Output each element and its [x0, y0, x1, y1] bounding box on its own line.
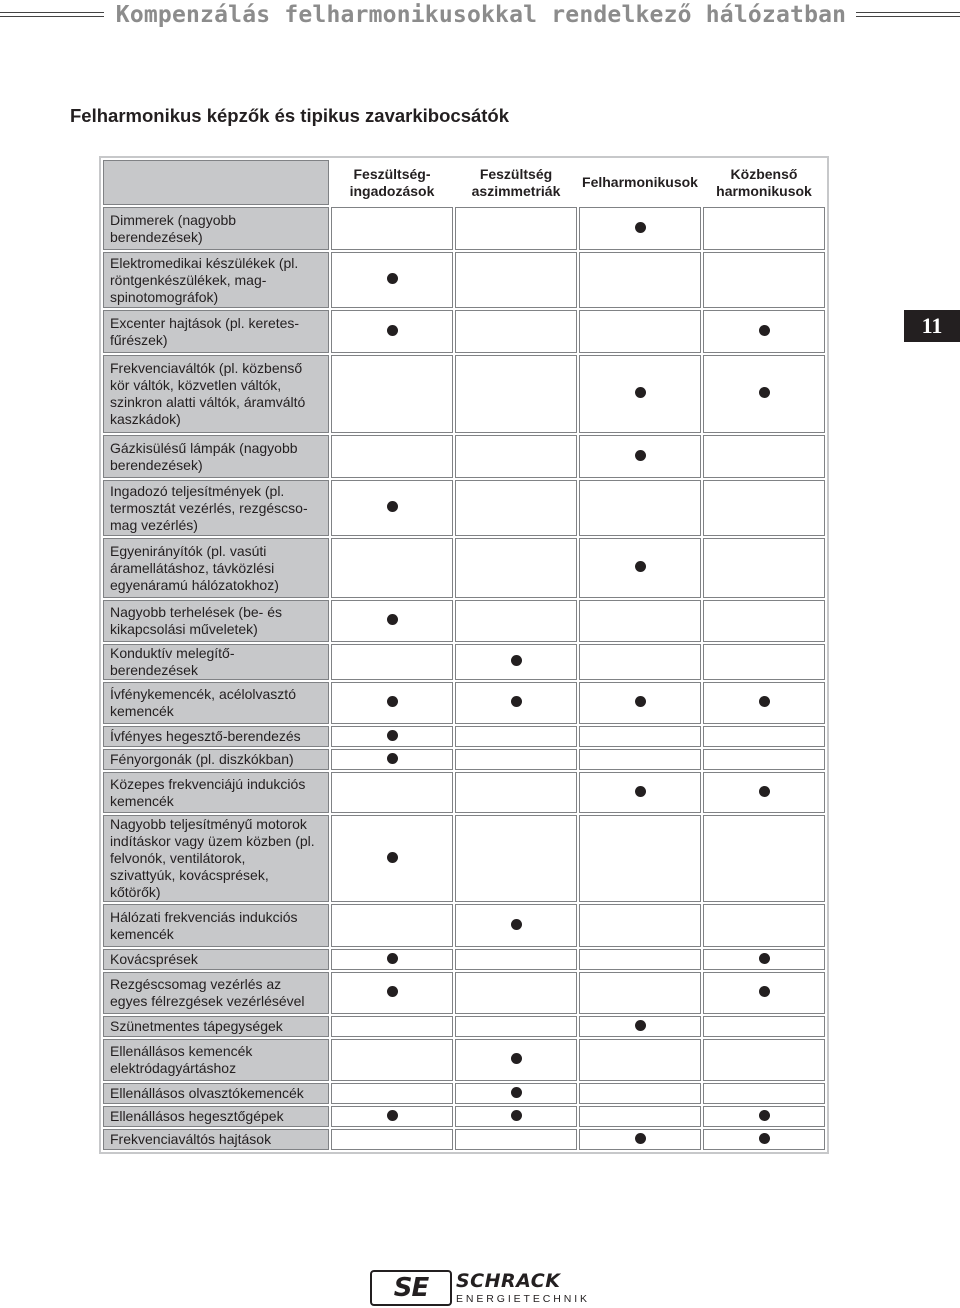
column-header-interharmonics: Közbenső harmonikusok	[703, 160, 825, 205]
row-label: Ingadozó teljesítmények (pl. termosztát vezérlés, rezgéscso- mag vezérlés)	[103, 480, 329, 536]
bullet-dot-icon	[387, 1110, 398, 1121]
cell-interharmonics	[703, 1129, 825, 1150]
header-rule-left	[0, 12, 104, 17]
cell-harmonics	[579, 1129, 701, 1150]
bullet-dot-icon	[511, 1053, 522, 1064]
cell-harmonics	[579, 355, 701, 433]
row-label: Konduktív melegítő-berendezések	[103, 644, 329, 680]
row-label: Ellenállásos kemencék elektródagyártáshoz	[103, 1039, 329, 1081]
bullet-dot-icon	[387, 986, 398, 997]
cell-interharmonics	[703, 1016, 825, 1037]
row-label: Ívfénykemencék, acélolvasztó kemencék	[103, 682, 329, 724]
cell-voltage-fluctuations	[331, 904, 453, 947]
cell-harmonics	[579, 644, 701, 680]
row-label: Frekvenciaváltók (pl. közbenső kör váltók, közvetlen váltók, szinkron alatti váltók, áramváltó kaszkádok)	[103, 355, 329, 433]
cell-interharmonics	[703, 310, 825, 353]
table-row	[103, 252, 825, 308]
table-row	[103, 310, 825, 353]
logo-company-name: SCHRACK	[456, 1270, 561, 1292]
chapter-tab: 11	[904, 310, 960, 342]
table-row	[103, 644, 825, 680]
bullet-dot-icon	[511, 1087, 522, 1098]
cell-harmonics	[579, 480, 701, 536]
cell-voltage-fluctuations	[331, 726, 453, 747]
cell-harmonics	[579, 252, 701, 308]
cell-voltage-asymmetry	[455, 207, 577, 250]
table-row	[103, 815, 825, 902]
table-row	[103, 355, 825, 433]
cell-harmonics	[579, 435, 701, 478]
page-header-title: Kompenzálás felharmonikusokkal rendelkező hálózatban	[115, 2, 847, 28]
row-label: Excenter hajtások (pl. keretes- fűrészek)	[103, 310, 329, 353]
cell-interharmonics	[703, 949, 825, 970]
schrack-logo	[370, 1270, 596, 1308]
bullet-dot-icon	[635, 450, 646, 461]
cell-voltage-fluctuations	[331, 1083, 453, 1104]
cell-voltage-fluctuations	[331, 207, 453, 250]
column-header-voltage-asymmetry: Feszültség aszimmetriák	[455, 160, 577, 205]
row-label: Egyenirányítók (pl. vasúti áramellátáshoz, távközlési egyenáramú hálózatokhoz)	[103, 538, 329, 598]
cell-interharmonics	[703, 480, 825, 536]
cell-voltage-asymmetry	[455, 310, 577, 353]
table-row	[103, 435, 825, 478]
bullet-dot-icon	[759, 325, 770, 336]
table-row	[103, 972, 825, 1014]
cell-voltage-asymmetry	[455, 480, 577, 536]
bullet-dot-icon	[511, 919, 522, 930]
bullet-dot-icon	[759, 696, 770, 707]
cell-interharmonics	[703, 726, 825, 747]
cell-voltage-fluctuations	[331, 310, 453, 353]
cell-voltage-fluctuations	[331, 815, 453, 902]
cell-harmonics	[579, 1083, 701, 1104]
column-header-voltage-fluctuations: Feszültség- ingadozások	[331, 160, 453, 205]
cell-harmonics	[579, 207, 701, 250]
column-header-harmonics: Felharmonikusok	[579, 160, 701, 205]
cell-voltage-asymmetry	[455, 772, 577, 813]
cell-voltage-asymmetry	[455, 252, 577, 308]
cell-harmonics	[579, 682, 701, 724]
cell-voltage-asymmetry	[455, 815, 577, 902]
table-row	[103, 749, 825, 770]
bullet-dot-icon	[387, 501, 398, 512]
bullet-dot-icon	[635, 222, 646, 233]
cell-voltage-fluctuations	[331, 435, 453, 478]
cell-interharmonics	[703, 1083, 825, 1104]
row-label: Közepes frekvenciájú indukciós kemencék	[103, 772, 329, 813]
table-row	[103, 726, 825, 747]
table-row	[103, 480, 825, 536]
row-label: Szünetmentes tápegységek	[103, 1016, 329, 1037]
row-label: Fényorgonák (pl. diszkókban)	[103, 749, 329, 770]
cell-interharmonics	[703, 1039, 825, 1081]
row-label: Nagyobb teljesítményű motorok indításkor vagy üzem közben (pl. felvonók, ventilátorok, szivattyúk, kovácsprések, kőtörők)	[103, 815, 329, 902]
cell-voltage-asymmetry	[455, 355, 577, 433]
cell-voltage-fluctuations	[331, 538, 453, 598]
cell-voltage-fluctuations	[331, 949, 453, 970]
bullet-dot-icon	[635, 1020, 646, 1031]
bullet-dot-icon	[759, 986, 770, 997]
cell-harmonics	[579, 726, 701, 747]
cell-interharmonics	[703, 972, 825, 1014]
cell-interharmonics	[703, 435, 825, 478]
cell-voltage-fluctuations	[331, 1016, 453, 1037]
table-row	[103, 1039, 825, 1081]
emitters-table	[99, 156, 829, 1154]
row-label: Ellenállásos olvasztókemencék	[103, 1083, 329, 1104]
cell-voltage-asymmetry	[455, 600, 577, 642]
cell-voltage-fluctuations	[331, 1106, 453, 1127]
bullet-dot-icon	[387, 852, 398, 863]
cell-interharmonics	[703, 252, 825, 308]
bullet-dot-icon	[635, 786, 646, 797]
cell-interharmonics	[703, 682, 825, 724]
table-row	[103, 538, 825, 598]
cell-interharmonics	[703, 600, 825, 642]
table-row	[103, 904, 825, 947]
table-row	[103, 207, 825, 250]
cell-voltage-asymmetry	[455, 749, 577, 770]
logo-se-mark: SE	[370, 1270, 452, 1306]
cell-voltage-asymmetry	[455, 644, 577, 680]
cell-voltage-fluctuations	[331, 1039, 453, 1081]
cell-interharmonics	[703, 355, 825, 433]
cell-voltage-fluctuations	[331, 644, 453, 680]
bullet-dot-icon	[635, 1133, 646, 1144]
bullet-dot-icon	[635, 387, 646, 398]
cell-voltage-asymmetry	[455, 435, 577, 478]
cell-interharmonics	[703, 207, 825, 250]
cell-voltage-asymmetry	[455, 904, 577, 947]
cell-harmonics	[579, 749, 701, 770]
table-row	[103, 949, 825, 970]
cell-harmonics	[579, 538, 701, 598]
cell-voltage-fluctuations	[331, 1129, 453, 1150]
table-header-row	[103, 160, 825, 205]
table-row	[103, 772, 825, 813]
cell-interharmonics	[703, 815, 825, 902]
cell-voltage-fluctuations	[331, 252, 453, 308]
cell-interharmonics	[703, 749, 825, 770]
cell-voltage-asymmetry	[455, 726, 577, 747]
cell-voltage-fluctuations	[331, 355, 453, 433]
cell-voltage-asymmetry	[455, 949, 577, 970]
cell-interharmonics	[703, 772, 825, 813]
row-label: Elektromedikai készülékek (pl. röntgenkészülékek, mag- spinotomográfok)	[103, 252, 329, 308]
cell-voltage-asymmetry	[455, 1083, 577, 1104]
bullet-dot-icon	[511, 696, 522, 707]
cell-voltage-fluctuations	[331, 682, 453, 724]
row-label: Kovácsprések	[103, 949, 329, 970]
section-title: Felharmonikus képzők és tipikus zavarkibocsátók	[70, 105, 510, 126]
header-rule-right	[856, 12, 960, 17]
bullet-dot-icon	[511, 655, 522, 666]
bullet-dot-icon	[511, 1110, 522, 1121]
table-row	[103, 682, 825, 724]
bullet-dot-icon	[387, 325, 398, 336]
cell-voltage-asymmetry	[455, 1016, 577, 1037]
row-label: Ívfényes hegesztő-berendezés	[103, 726, 329, 747]
cell-voltage-asymmetry	[455, 1106, 577, 1127]
cell-voltage-fluctuations	[331, 480, 453, 536]
cell-voltage-fluctuations	[331, 772, 453, 813]
table-row	[103, 1129, 825, 1150]
cell-voltage-asymmetry	[455, 972, 577, 1014]
cell-voltage-asymmetry	[455, 538, 577, 598]
row-label: Hálózati frekvenciás indukciós kemencék	[103, 904, 329, 947]
bullet-dot-icon	[387, 730, 398, 741]
bullet-dot-icon	[387, 614, 398, 625]
cell-harmonics	[579, 1106, 701, 1127]
bullet-dot-icon	[759, 1110, 770, 1121]
bullet-dot-icon	[759, 387, 770, 398]
bullet-dot-icon	[635, 696, 646, 707]
cell-interharmonics	[703, 1106, 825, 1127]
row-label: Gázkisülésű lámpák (nagyobb berendezések)	[103, 435, 329, 478]
cell-harmonics	[579, 1039, 701, 1081]
cell-harmonics	[579, 904, 701, 947]
cell-interharmonics	[703, 644, 825, 680]
logo-company-sub: ENERGIETECHNIK	[456, 1293, 590, 1305]
table-body	[103, 207, 825, 1150]
cell-interharmonics	[703, 904, 825, 947]
cell-harmonics	[579, 1016, 701, 1037]
row-label: Dimmerek (nagyobb berendezések)	[103, 207, 329, 250]
cell-harmonics	[579, 972, 701, 1014]
cell-voltage-asymmetry	[455, 682, 577, 724]
row-label: Nagyobb terhelések (be- és kikapcsolási műveletek)	[103, 600, 329, 642]
table-row	[103, 1083, 825, 1104]
table-row	[103, 600, 825, 642]
bullet-dot-icon	[387, 953, 398, 964]
cell-harmonics	[579, 310, 701, 353]
cell-voltage-fluctuations	[331, 600, 453, 642]
emitters-table-wrapper	[101, 158, 827, 1152]
cell-voltage-asymmetry	[455, 1039, 577, 1081]
bullet-dot-icon	[387, 696, 398, 707]
row-label: Ellenállásos hegesztőgépek	[103, 1106, 329, 1127]
cell-voltage-fluctuations	[331, 972, 453, 1014]
table-header-corner	[103, 160, 329, 205]
cell-harmonics	[579, 600, 701, 642]
cell-harmonics	[579, 815, 701, 902]
bullet-dot-icon	[759, 953, 770, 964]
bullet-dot-icon	[387, 753, 398, 764]
row-label: Frekvenciaváltós hajtások	[103, 1129, 329, 1150]
row-label: Rezgéscsomag vezérlés az egyes félrezgések vezérlésével	[103, 972, 329, 1014]
bullet-dot-icon	[635, 561, 646, 572]
cell-interharmonics	[703, 538, 825, 598]
cell-voltage-asymmetry	[455, 1129, 577, 1150]
bullet-dot-icon	[759, 786, 770, 797]
table-row	[103, 1106, 825, 1127]
table-row	[103, 1016, 825, 1037]
cell-harmonics	[579, 949, 701, 970]
bullet-dot-icon	[387, 273, 398, 284]
cell-harmonics	[579, 772, 701, 813]
cell-voltage-fluctuations	[331, 749, 453, 770]
bullet-dot-icon	[759, 1133, 770, 1144]
